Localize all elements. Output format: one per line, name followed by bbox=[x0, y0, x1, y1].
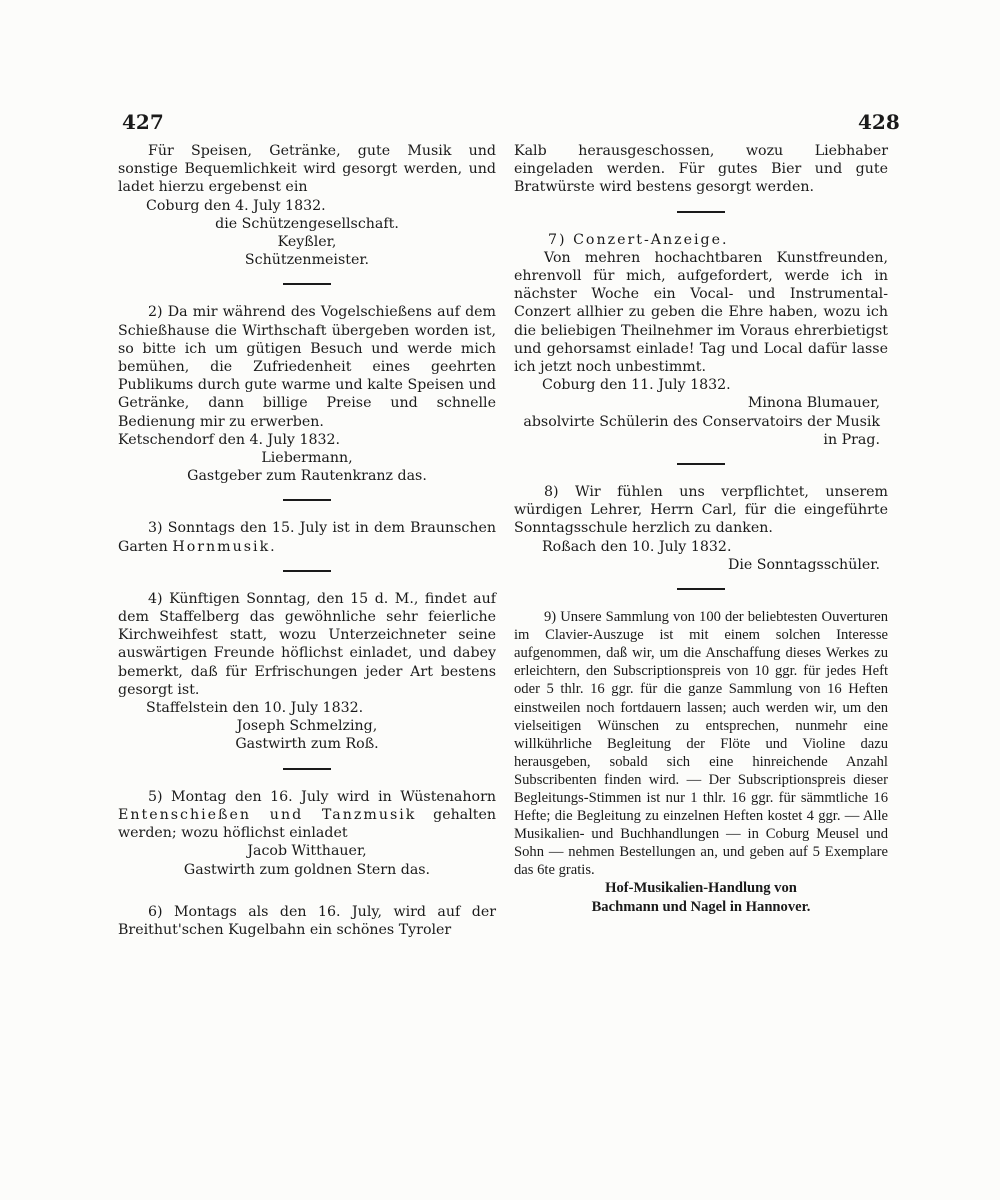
ad-3-text-spaced: Hornmusik. bbox=[172, 538, 277, 555]
ad-7 bbox=[514, 231, 888, 449]
ad-5-text-spaced: Entenschießen und Tanzmusik bbox=[118, 806, 417, 823]
intro-signature-name: Keyßler, bbox=[277, 234, 337, 251]
ad-4-signature-name: Joseph Schmelzing, bbox=[236, 718, 378, 735]
intro-text: Für Speisen, Getränke, gute Musik und sonstige Bequemlichkeit wird gesorgt werden, und ladet hierzu ergebenst ein bbox=[118, 143, 496, 196]
ad-2-signature-name: Liebermann, bbox=[261, 450, 353, 467]
ad-5-text bbox=[118, 788, 496, 843]
divider-rule bbox=[283, 283, 331, 285]
right-column bbox=[514, 142, 888, 916]
ad-7-text: Von mehren hochachtbaren Kunstfreunden, ehrenvoll für mich, aufgefordert, werde ich in nächster Woche ein Vocal- und Instrumental-Conzert allhier zu geben die Ehre haben, wozu ich die beliebigen Theilnehmer im Voraus ehrerbietigst und gehorsamst einlade! Tag und Local dafür lasse ich jetzt noch unbestimmt. bbox=[514, 249, 888, 376]
ad-7-signature-title: absolvirte Schülerin des Conservatoirs der Musik in Prag. bbox=[523, 413, 880, 448]
ad-6 bbox=[118, 903, 496, 939]
ad-4 bbox=[118, 590, 496, 754]
ad-3-text-main: 3) Sonntags den 15. July ist in dem Braunschen Garten bbox=[118, 520, 496, 555]
intro-signature-society: die Schützengesellschaft. bbox=[215, 215, 399, 232]
ad-7-date: Coburg den 11. July 1832. bbox=[542, 377, 731, 394]
ad-8 bbox=[514, 483, 888, 574]
ad-9-signature-firm: Hof-Musikalien-Handlung von bbox=[605, 880, 797, 897]
ad-9 bbox=[514, 608, 888, 916]
divider-rule bbox=[283, 570, 331, 572]
ad-6-continuation-text: Kalb herausgeschossen, wozu Liebhaber eingeladen werden. Für gutes Bier und gute Bratwürste wird bestens gesorgt werden. bbox=[514, 143, 888, 196]
divider-rule bbox=[677, 588, 725, 590]
ad-5 bbox=[118, 788, 496, 879]
page-number-left: 427 bbox=[122, 110, 164, 134]
divider-rule bbox=[677, 463, 725, 465]
ad-6-text: 6) Montags als den 16. July, wird auf der Breithut'schen Kugelbahn ein schönes Tyroler bbox=[118, 903, 496, 938]
intro-date: Coburg den 4. July 1832. bbox=[146, 197, 326, 214]
ad-9-text: 9) Unsere Sammlung von 100 der beliebtesten Ouverturen im Clavier-Auszuge ist mit einem solchen Interesse aufgenommen, daß wir, um die Anschaffung dieses Werkes zu erleichtern, den Subscriptionspreis von 10 ggr. für jedes Heft oder 5 thlr. 16 ggr. für die ganze Sammlung von 16 Heften einstweilen noch fortdauern lassen; auch werden wir, um den vielseitigen Wünschen zu entsprechen, nunmehr eine willkührliche Begleitung der Flöte und Violine dazu herausgeben, sobald sich eine hinreichende Anzahl Subscribenten finden wird. — Der Subscriptionspreis dieser Begleitungs-Stimmen ist nur 1 thlr. 16 ggr. für sämmtliche 16 Hefte; die Begleitung zu einzelnen Heften kostet 4 ggr. — Alle Musikalien- und Buchhandlungen — in Coburg Meusel und Sohn — nehmen Bestellungen an, und geben auf 5 Exemplare das 6te gratis. bbox=[514, 609, 888, 879]
ad-5-text-main: 5) Montag den 16. July wird in Wüstenahorn bbox=[148, 788, 496, 805]
ad-7-heading: 7) Conzert-Anzeige. bbox=[548, 231, 729, 248]
ad-8-date: Roßach den 10. July 1832. bbox=[542, 538, 732, 555]
ad-2-date: Ketschendorf den 4. July 1832. bbox=[118, 431, 341, 448]
ad-3 bbox=[118, 519, 496, 555]
ad-5-signature-title: Gastwirth zum goldnen Stern das. bbox=[183, 861, 431, 878]
divider-rule bbox=[283, 499, 331, 501]
divider-rule bbox=[677, 211, 725, 213]
ad-4-date: Staffelstein den 10. July 1832. bbox=[146, 700, 364, 717]
ad-9-signature-names: Bachmann und Nagel in Hannover. bbox=[591, 898, 811, 915]
ad-6-continuation bbox=[514, 142, 888, 197]
left-column bbox=[118, 142, 496, 939]
intro-notice bbox=[118, 142, 496, 269]
ad-8-text: 8) Wir fühlen uns verpflichtet, unserem würdigen Lehrer, Herrn Carl, für die eingeführte Sonntagsschule herzlich zu danken. bbox=[514, 484, 888, 537]
ad-8-signature: Die Sonntagsschüler. bbox=[727, 556, 880, 573]
ad-4-signature-title: Gastwirth zum Roß. bbox=[235, 736, 379, 753]
ad-4-text: 4) Künftigen Sonntag, den 15 d. M., findet auf dem Staffelberg das gewöhnliche sehr feierliche Kirchweihfest statt, wozu Unterzeichneter seine auswärtigen Freunde höflichst einladet, und dabey bemerkt, daß für Erfrischungen jeder Art bestens gesorgt ist. bbox=[118, 590, 496, 698]
intro-signature-title: Schützenmeister. bbox=[244, 252, 370, 269]
divider-rule bbox=[283, 768, 331, 770]
page-number-right: 428 bbox=[858, 110, 900, 134]
ad-2-text: 2) Da mir während des Vogelschießens auf dem Schießhause die Wirthschaft übergeben worden ist, so bitte ich um gütigen Besuch und werde mich bemühen, die Zufriedenheit eines geehrten Publikums durch gute warme und kalte Speisen und Getränke, dann billige Preise und schnelle Bedienung mir zu erwerben. bbox=[118, 304, 496, 430]
ad-2-signature-title: Gastgeber zum Rautenkranz das. bbox=[187, 468, 427, 485]
ad-7-signature-name: Minona Blumauer, bbox=[747, 395, 880, 412]
ad-5-text-end: gehalten werden; wozu höflichst einladet bbox=[118, 806, 496, 842]
ad-2 bbox=[118, 303, 496, 485]
ad-5-signature-name: Jacob Witthauer, bbox=[247, 843, 367, 860]
ad-3-text bbox=[118, 519, 496, 555]
